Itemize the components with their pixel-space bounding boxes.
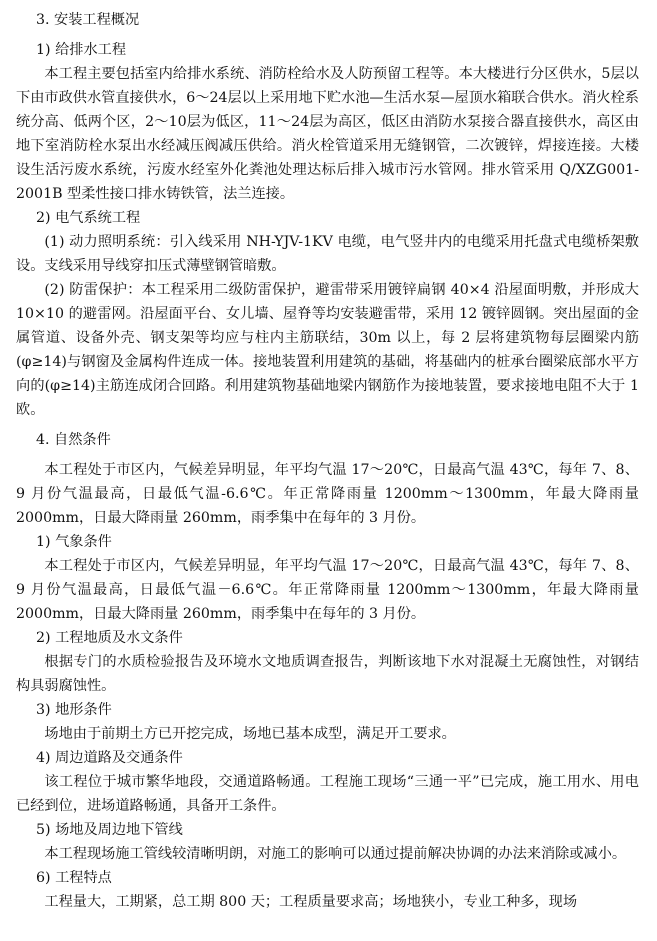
subsection-climate-title: 1) 气象条件 <box>36 534 112 550</box>
traffic-paragraph: 该工程位于城市繁华地段，交通道路畅通。工程施工现场“三通一平”已完成，施工用水、用电已经到位，进场道路畅通，具备开工条件。 <box>16 774 639 814</box>
pipelines-paragraph: 本工程现场施工管线较清晰明朗，对施工的影响可以通过提前解决协调的办法来消除或减小。 <box>44 846 627 862</box>
section-3-title: 3. 安装工程概况 <box>36 12 140 28</box>
terrain-paragraph: 场地由于前期土方已开挖完成，场地已基本成型，满足开工要求。 <box>44 726 456 742</box>
lightning-protection-paragraph: (2) 防雷保护：本工程采用二级防雷保护，避雷带采用镀锌扁钢 40×4 沿屋面明敷，并形成大 10×10 的避雷网。沿屋面平台、女儿墙、屋脊等均安装避雷带，采用 12 镀锌圆钢。突出屋面的金属管道、设备外壳、钢支架等均应与柱内主筋联结，30m 以上，每 2 层将建筑物每层圈梁内筋(φ≥14)与钢窗及金属构件连成一体。接地装置利用建筑的基础，将基础内的桩承台圈梁底部水平方向的(φ≥14)主筋连成闭合回路。利用建筑物基础地梁内钢筋作为接地装置，要求接地电阻不大于 1 欧。 <box>16 282 639 418</box>
subsection-water-title: 1) 给排水工程 <box>36 42 127 58</box>
features-paragraph: 工程量大，工期紧，总工期 800 天；工程质量要求高；场地狭小，专业工种多，现场 <box>44 894 578 910</box>
subsection-electrical-title: 2) 电气系统工程 <box>36 210 141 226</box>
geology-paragraph: 根据专门的水质检验报告及环境水文地质调查报告，判断该地下水对混凝土无腐蚀性，对钢结构具弱腐蚀性。 <box>16 654 639 694</box>
subsection-terrain-title: 3) 地形条件 <box>36 702 112 718</box>
subsection-traffic-title: 4) 周边道路及交通条件 <box>36 750 183 766</box>
subsection-pipelines-title: 5) 场地及周边地下管线 <box>36 822 183 838</box>
section-4-title: 4. 自然条件 <box>36 432 111 448</box>
subsection-features-title: 6) 工程特点 <box>36 870 112 886</box>
water-paragraph: 本工程主要包括室内给排水系统、消防栓给水及人防预留工程等。本大楼进行分区供水，5层以下由市政供水管直接供水，6～24层以上采用地下贮水池—生活水泵—屋顶水箱联合供水。消火栓系统分高、低两个区，2～10层为低区，11～24层为高区，低区由消防水泵接合器直接供水，高区由地下室消防栓水泵出水经减压阀减压供给。消火栓管道采用无缝钢管，二次镀锌，焊接连接。大楼设生活污废水系统，污废水经室外化粪池处理达标后排入城市污水管网。排水管采用 Q/XZG001-2001B 型柔性接口排水铸铁管，法兰连接。 <box>16 66 639 202</box>
power-lighting-paragraph: (1) 动力照明系统：引入线采用 NH-YJV-1KV 电缆，电气竖井内的电缆采用托盘式电缆桥架敷设。支线采用导线穿扣压式薄壁钢管暗敷。 <box>16 234 639 274</box>
subsection-geology-title: 2) 工程地质及水文条件 <box>36 630 183 646</box>
natural-conditions-intro: 本工程处于市区内，气候差异明显，年平均气温 17～20℃，日最高气温 43℃，每年 7、8、9 月份气温最高，日最低气温-6.6℃。年正常降雨量 1200mm～1300mm，年最大降雨量 2000mm，日最大降雨量 260mm，雨季集中在每年的 3 月份。 <box>16 462 639 526</box>
climate-paragraph: 本工程处于市区内，气候差异明显，年平均气温 17～20℃，日最高气温 43℃，每年 7、8、9 月份气温最高，日最低气温－6.6℃。年正常降雨量 1200mm～1300mm，年最大降雨量 2000mm，日最大降雨量 260mm，雨季集中在每年的 3 月份。 <box>16 558 639 622</box>
